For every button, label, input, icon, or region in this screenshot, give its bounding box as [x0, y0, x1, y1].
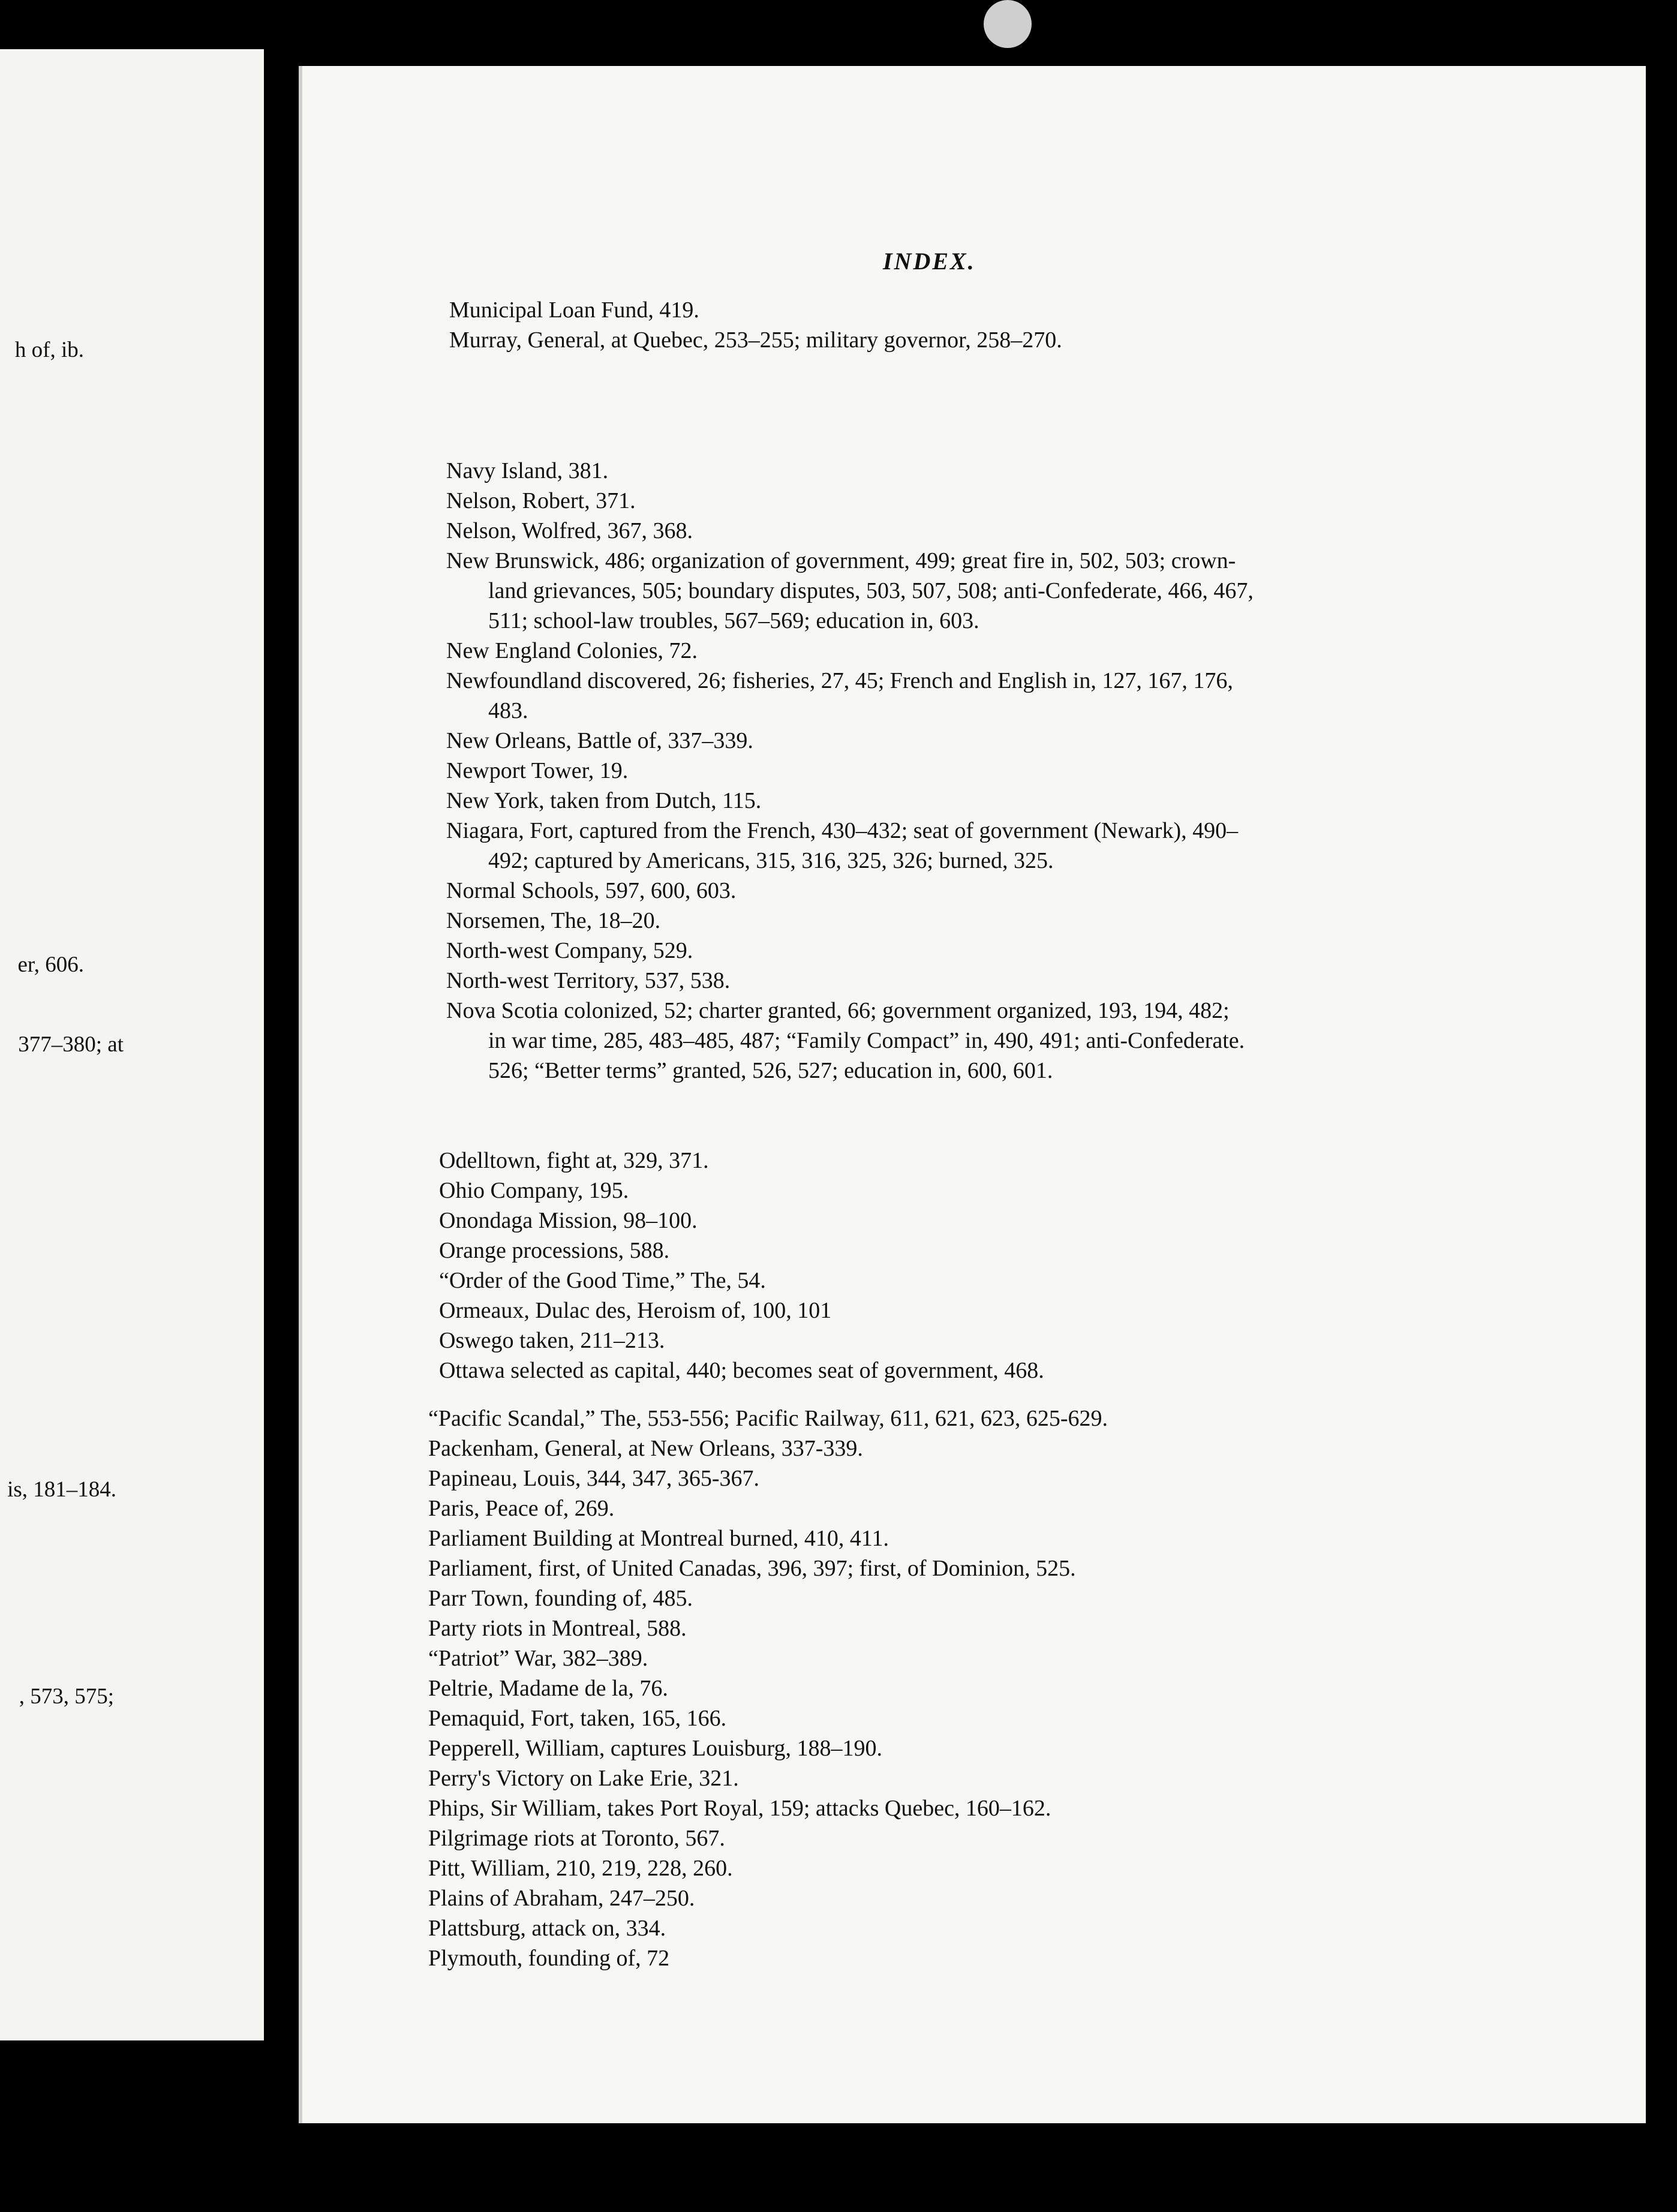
- index-entry-continuation: 492; captured by Americans, 315, 316, 325, 326; burned, 325.: [488, 848, 1054, 873]
- index-entry-heading: Norsemen, The, 18–20.: [446, 908, 661, 933]
- index-entry: [439, 1266, 766, 1296]
- index-entry: [439, 1176, 629, 1206]
- index-entry: [439, 1326, 665, 1356]
- index-entry-heading: North-west Company, 529.: [446, 938, 693, 963]
- index-entry: [446, 786, 761, 816]
- index-entry: [446, 876, 736, 906]
- index-entry-heading: Niagara, Fort, captured from the French, 430–432; seat of government (Newark), 490–: [446, 818, 1239, 843]
- index-entry: [446, 636, 698, 666]
- index-entry: [446, 456, 608, 486]
- index-entry: [449, 295, 699, 325]
- index-entry-heading: Municipal Loan Fund, 419.: [449, 297, 699, 323]
- left-page-fragment: , 573, 575;: [19, 1684, 114, 1709]
- index-entry: [446, 726, 753, 756]
- index-entry-heading: Odelltown, fight at, 329, 371.: [439, 1148, 709, 1173]
- index-entry-heading: Newport Tower, 19.: [446, 758, 629, 783]
- index-entry-heading: Parliament, first, of United Canadas, 396, 397; first, of Dominion, 525.: [428, 1556, 1076, 1581]
- index-entry: [428, 1613, 687, 1643]
- index-entry: [439, 1146, 709, 1176]
- index-entry: [439, 1296, 831, 1326]
- index-entry-heading: Navy Island, 381.: [446, 458, 609, 483]
- index-entry-heading: “Patriot” War, 382–389.: [428, 1646, 648, 1671]
- index-entry-continuation: 511; school-law troubles, 567–569; education in, 603.: [488, 608, 979, 633]
- index-entry: [428, 1553, 1076, 1583]
- index-entry: [449, 325, 1062, 355]
- index-entry-heading: Phips, Sir William, takes Port Royal, 159; attacks Quebec, 160–162.: [428, 1796, 1051, 1821]
- index-entry: [428, 1943, 669, 1973]
- index-entry-heading: Packenham, General, at New Orleans, 337-339.: [428, 1436, 863, 1461]
- index-entry-heading: New England Colonies, 72.: [446, 638, 698, 663]
- index-entry-heading: Normal Schools, 597, 600, 603.: [446, 878, 737, 903]
- index-entry: [428, 1403, 1108, 1433]
- index-entry-heading: Plymouth, founding of, 72: [428, 1946, 670, 1971]
- index-entry: [446, 756, 628, 786]
- index-entry-heading: Paris, Peace of, 269.: [428, 1496, 615, 1521]
- index-entry: [428, 1673, 668, 1703]
- left-page: [0, 49, 264, 2040]
- index-entry-heading: Pepperell, William, captures Louisburg, 188–190.: [428, 1736, 882, 1761]
- left-page-fragment: is, 181–184.: [7, 1477, 116, 1502]
- index-entry: [428, 1583, 693, 1613]
- index-entry-continuation: 526; “Better terms” granted, 526, 527; education in, 600, 601.: [488, 1058, 1053, 1083]
- index-entry-heading: Pilgrimage riots at Toronto, 567.: [428, 1826, 725, 1851]
- running-head: INDEX.: [883, 248, 976, 275]
- book-gutter: [264, 0, 300, 2212]
- index-entry: [446, 966, 730, 996]
- index-entry-heading: Parr Town, founding of, 485.: [428, 1586, 693, 1611]
- index-entry: [428, 1493, 614, 1523]
- ink-blot: [984, 0, 1032, 48]
- left-page-fragment: er, 606.: [17, 952, 84, 977]
- index-entry-heading: Plattsburg, attack on, 334.: [428, 1916, 666, 1941]
- index-entry-heading: Nelson, Wolfred, 367, 368.: [446, 518, 693, 543]
- index-entry-heading: Newfoundland discovered, 26; fisheries, 27, 45; French and English in, 127, 167, 176,: [446, 668, 1233, 693]
- index-entry-heading: New York, taken from Dutch, 115.: [446, 788, 762, 813]
- index-entry: [428, 1643, 648, 1673]
- index-entry: [446, 516, 693, 546]
- index-entry-heading: New Orleans, Battle of, 337–339.: [446, 728, 753, 753]
- index-entry-heading: “Order of the Good Time,” The, 54.: [439, 1268, 766, 1293]
- index-entry-heading: Peltrie, Madame de la, 76.: [428, 1676, 668, 1701]
- index-entry-heading: Ohio Company, 195.: [439, 1178, 629, 1203]
- index-entry: [428, 1523, 889, 1553]
- index-entry-heading: Plains of Abraham, 247–250.: [428, 1886, 695, 1911]
- index-entry: [428, 1793, 1051, 1823]
- index-entry: [428, 1733, 882, 1763]
- index-entry: [428, 1433, 863, 1463]
- index-entry: [446, 816, 1238, 876]
- index-entry: [428, 1823, 725, 1853]
- index-entry: [428, 1913, 666, 1943]
- index-entry: [439, 1236, 669, 1266]
- index-entry-heading: Onondaga Mission, 98–100.: [439, 1208, 698, 1233]
- index-entry-heading: Perry's Victory on Lake Erie, 321.: [428, 1766, 739, 1791]
- index-entry: [439, 1206, 698, 1236]
- index-entry: [428, 1763, 739, 1793]
- index-entry: [446, 666, 1233, 726]
- index-entry: [446, 936, 693, 966]
- index-entry-heading: Oswego taken, 211–213.: [439, 1328, 665, 1353]
- index-entry: [428, 1883, 695, 1913]
- index-entry: [446, 486, 636, 516]
- index-entry-heading: Orange processions, 588.: [439, 1238, 670, 1263]
- index-entry: [446, 546, 1254, 636]
- index-entry-continuation: land grievances, 505; boundary disputes, 503, 507, 508; anti-Confederate, 466, 467,: [488, 578, 1254, 603]
- index-entry-continuation: 483.: [488, 698, 528, 723]
- index-entry: [446, 906, 660, 936]
- index-entry-heading: Papineau, Louis, 344, 347, 365-367.: [428, 1466, 760, 1491]
- index-entry: [439, 1356, 1044, 1385]
- index-entry-heading: Pemaquid, Fort, taken, 165, 166.: [428, 1706, 727, 1731]
- index-entry-heading: Party riots in Montreal, 588.: [428, 1616, 687, 1641]
- index-entry-heading: Ottawa selected as capital, 440; becomes seat of government, 468.: [439, 1358, 1044, 1383]
- index-entry-heading: New Brunswick, 486; organization of government, 499; great fire in, 502, 503; crown-: [446, 548, 1236, 573]
- index-entry-continuation: in war time, 285, 483–485, 487; “Family Compact” in, 490, 491; anti-Confederate.: [488, 1028, 1245, 1053]
- index-entry: [428, 1463, 759, 1493]
- index-entry: [446, 996, 1245, 1086]
- index-entry-heading: Nelson, Robert, 371.: [446, 488, 636, 513]
- index-entry-heading: “Pacific Scandal,” The, 553-556; Pacific Railway, 611, 621, 623, 625-629.: [428, 1406, 1108, 1431]
- index-entry-heading: North-west Territory, 537, 538.: [446, 968, 731, 993]
- index-entry-heading: Ormeaux, Dulac des, Heroism of, 100, 101: [439, 1298, 832, 1323]
- index-page: [299, 66, 1646, 2123]
- index-entry-heading: Parliament Building at Montreal burned, 410, 411.: [428, 1526, 889, 1551]
- index-entry-heading: Murray, General, at Quebec, 253–255; military governor, 258–270.: [449, 327, 1062, 353]
- left-page-fragment: h of, ib.: [14, 338, 84, 362]
- index-entries: [302, 66, 1646, 2123]
- index-entry-heading: Pitt, William, 210, 219, 228, 260.: [428, 1856, 733, 1881]
- index-entry: [428, 1703, 726, 1733]
- left-page-fragment: 377–380; at: [18, 1032, 124, 1057]
- index-entry-heading: Nova Scotia colonized, 52; charter granted, 66; government organized, 193, 194, 482;: [446, 998, 1230, 1023]
- index-entry: [428, 1853, 733, 1883]
